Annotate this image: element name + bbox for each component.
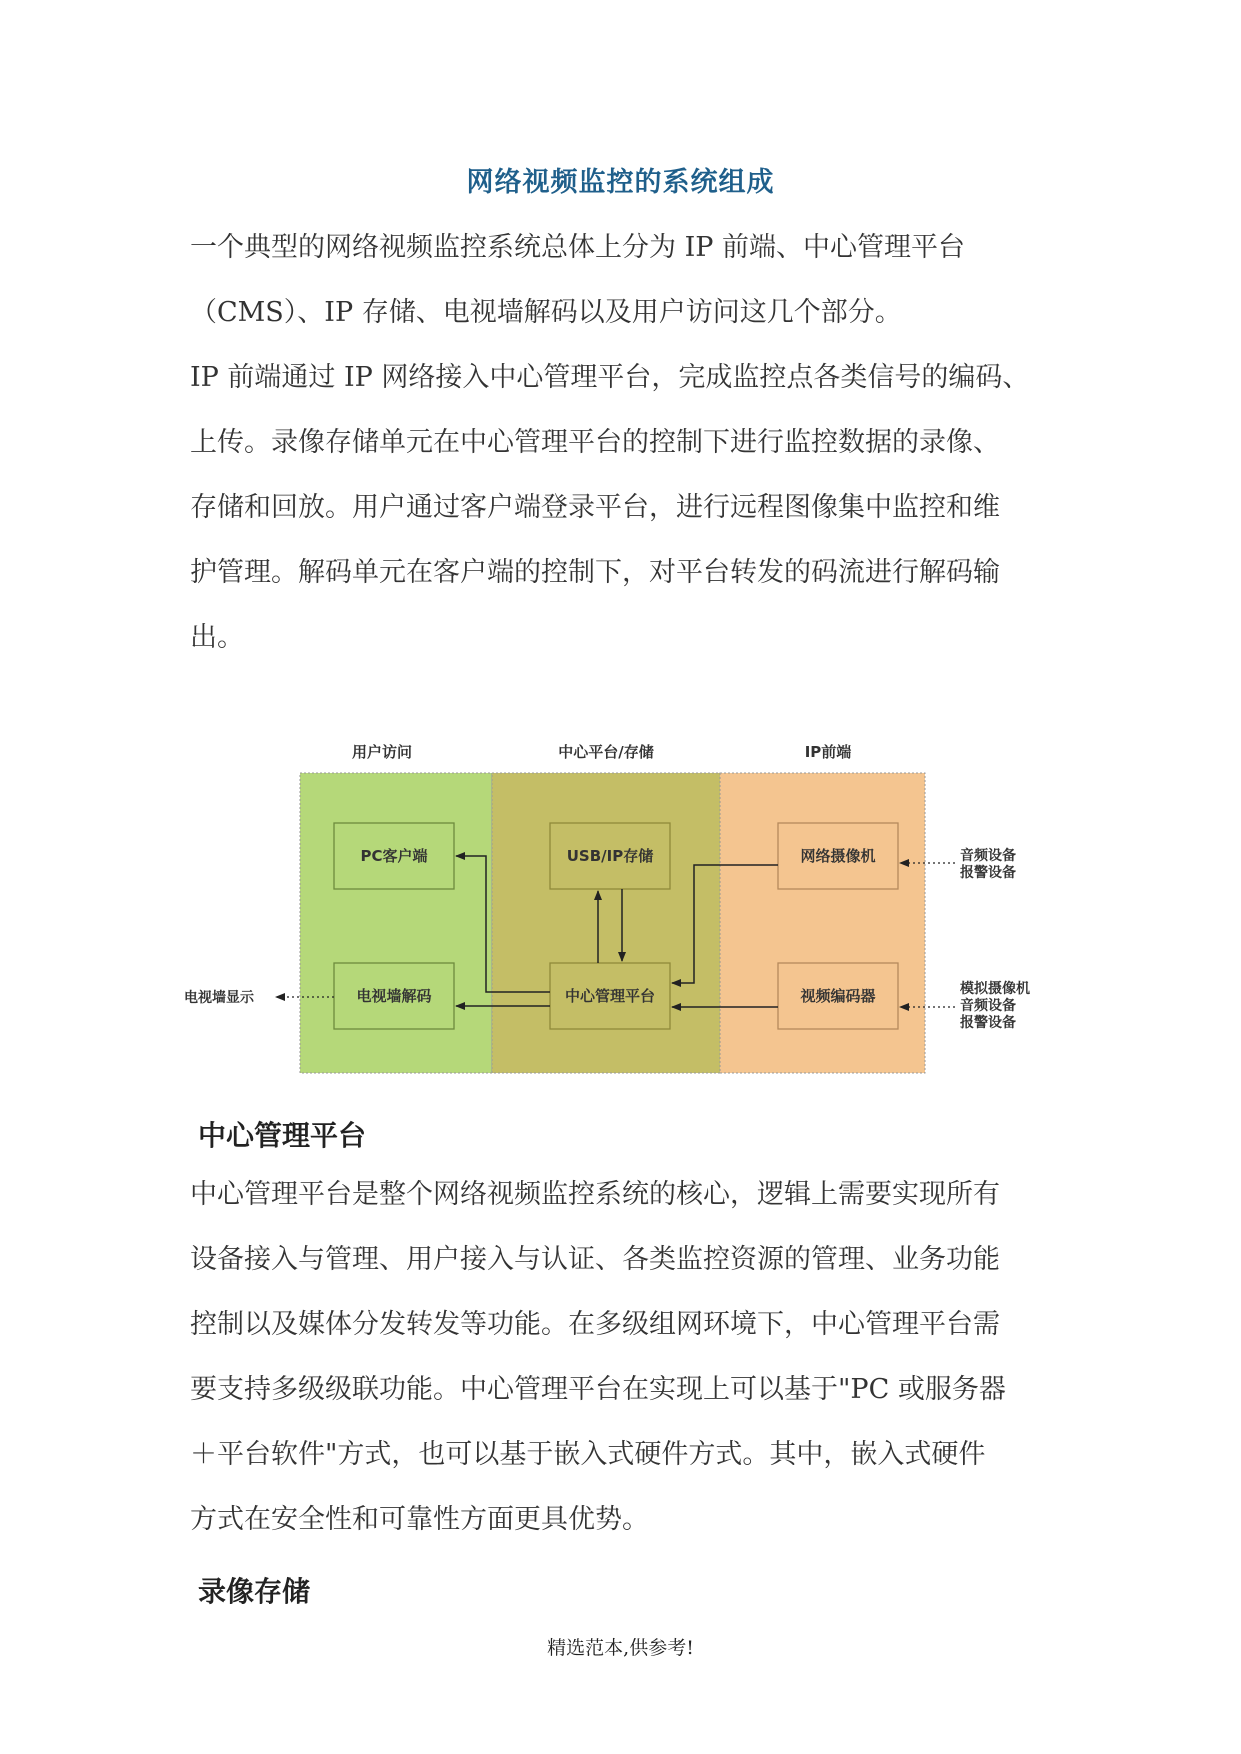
box-video-encoder-label: 视频编码器 (800, 987, 876, 1005)
intro-line: 一个典型的网络视频监控系统总体上分为 IP 前端、中心管理平台 (190, 232, 965, 263)
section-heading: 录像存储 (198, 1575, 311, 1608)
encoder-input-label: 音频设备 (960, 998, 1016, 1014)
camera-input-label: 音频设备 (960, 848, 1016, 864)
box-cms-label: 中心管理平台 (564, 987, 656, 1005)
intro-line: 护管理。解码单元在客户端的控制下，对平台转发的码流进行解码输 (190, 557, 1000, 588)
section-paragraph (190, 1162, 1070, 1552)
box-usb-storage-label: USB/IP存储 (566, 847, 654, 865)
intro-paragraph (190, 215, 1070, 670)
section-line: 中心管理平台是整个网络视频监控系统的核心，逻辑上需要实现所有 (190, 1179, 1000, 1210)
zone-ip (720, 773, 925, 1073)
box-ip-camera-label: 网络摄像机 (800, 847, 876, 865)
section-line: 方式在安全性和可靠性方面更具优势。 (190, 1504, 649, 1535)
zone-label-user: 用户访问 (351, 743, 413, 761)
system-architecture-diagram (180, 735, 1040, 1095)
zone-label-ip: IP前端 (804, 743, 852, 761)
camera-input-label: 报警设备 (960, 865, 1016, 881)
encoder-input-label: 模拟摄像机 (960, 981, 1030, 997)
intro-line: （CMS）、IP 存储、电视墙解码以及用户访问这几个部分。 (190, 297, 902, 328)
section-line: 设备接入与管理、用户接入与认证、各类监控资源的管理、业务功能 (190, 1244, 1000, 1275)
page-title: 网络视频监控的系统组成 (466, 167, 775, 198)
zone-label-center: 中心平台/存储 (558, 743, 654, 761)
section-heading: 中心管理平台 (198, 1119, 367, 1152)
encoder-input-label: 报警设备 (960, 1015, 1016, 1031)
intro-line: IP 前端通过 IP 网络接入中心管理平台，完成监控点各类信号的编码、 (190, 362, 1030, 393)
section-line: 要支持多级级联功能。中心管理平台在实现上可以基于"PC 或服务器 (190, 1374, 1006, 1405)
zone-user (300, 773, 492, 1073)
box-tv-decoder-label: 电视墙解码 (356, 987, 432, 1005)
zone-center (492, 773, 720, 1073)
intro-line: 上传。录像存储单元在中心管理平台的控制下进行监控数据的录像、 (190, 427, 1000, 458)
box-pc-client-label: PC客户端 (360, 847, 428, 865)
intro-line: 出。 (190, 622, 244, 653)
section-line: 控制以及媒体分发转发等功能。在多级组网环境下，中心管理平台需 (190, 1309, 1000, 1340)
section-line: ＋平台软件"方式，也可以基于嵌入式硬件方式。其中，嵌入式硬件 (190, 1439, 986, 1470)
tv-display-label: 电视墙显示 (184, 990, 254, 1006)
footer-note: 精选范本,供参考! (547, 1637, 694, 1659)
intro-line: 存储和回放。用户通过客户端登录平台，进行远程图像集中监控和维 (190, 492, 1000, 523)
